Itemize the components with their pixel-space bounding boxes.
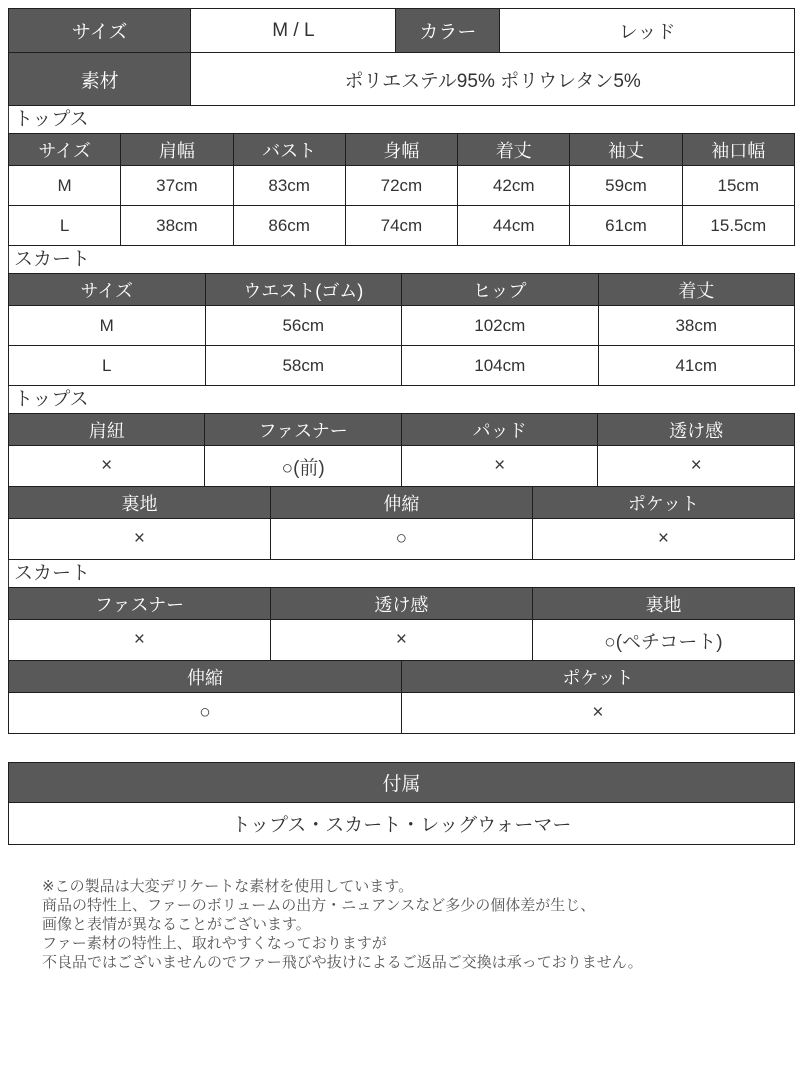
table-header-row — [9, 134, 795, 166]
column-header: 袖口幅 — [682, 134, 794, 166]
feature-value: × — [598, 446, 795, 487]
feature-value: × — [9, 519, 271, 560]
cell: 104cm — [402, 346, 599, 386]
table-header-row — [9, 763, 795, 803]
feature-header: ポケット — [401, 661, 794, 693]
cell: 41cm — [598, 346, 795, 386]
cell: 15cm — [682, 166, 794, 206]
table-row — [9, 166, 795, 206]
table-row — [9, 519, 795, 560]
note-line: 不良品ではございませんのでファー飛びや抜けによるご返品ご交換は承っておりません。 — [42, 954, 643, 971]
feature-value: × — [9, 446, 205, 487]
cell: M — [9, 306, 206, 346]
cell: 58cm — [205, 346, 402, 386]
cell: 83cm — [233, 166, 345, 206]
cell: 86cm — [233, 206, 345, 246]
table-row — [9, 446, 795, 487]
feature-header: 裏地 — [532, 588, 794, 620]
section-label-tops-features: トップス — [8, 386, 795, 413]
table-header-row — [9, 487, 795, 519]
color-value: レッド — [500, 9, 795, 53]
size-header: サイズ — [9, 9, 191, 53]
table-row — [9, 620, 795, 661]
table-row — [9, 306, 795, 346]
table-row — [9, 206, 795, 246]
skirt-size-table — [8, 273, 795, 386]
cell: 61cm — [570, 206, 682, 246]
cell: 56cm — [205, 306, 402, 346]
feature-header: 裏地 — [9, 487, 271, 519]
feature-header: 伸縮 — [270, 487, 532, 519]
skirt-features-table — [8, 587, 795, 734]
feature-value: ○(ペチコート) — [532, 620, 794, 661]
table-header-row — [9, 414, 795, 446]
material-header: 素材 — [9, 53, 191, 106]
note-line: ファー素材の特性上、取れやすくなっておりますが — [42, 935, 387, 952]
feature-value: × — [532, 519, 794, 560]
cell: 15.5cm — [682, 206, 794, 246]
note-line: 画像と表情が異なることがございます。 — [42, 916, 311, 933]
feature-value: ○(前) — [205, 446, 401, 487]
column-header: 着丈 — [598, 274, 795, 306]
column-header: 身幅 — [345, 134, 457, 166]
table-row — [9, 803, 795, 845]
info-table — [8, 8, 795, 106]
section-label-skirt-features: スカート — [8, 560, 795, 587]
size-value: M / L — [191, 9, 396, 53]
note-line: 商品の特性上、ファーのボリュームの出方・ニュアンスなど多少の個体差が生じ、 — [42, 897, 596, 914]
table-header-row — [9, 661, 795, 693]
column-header: ウエスト(ゴム) — [205, 274, 402, 306]
feature-header: 伸縮 — [9, 661, 402, 693]
column-header: バスト — [233, 134, 345, 166]
feature-value: × — [9, 620, 271, 661]
cell: 38cm — [598, 306, 795, 346]
cell: 38cm — [121, 206, 233, 246]
tops-features-table — [8, 413, 795, 560]
cell: 44cm — [458, 206, 570, 246]
cell: L — [9, 346, 206, 386]
feature-header: ポケット — [532, 487, 794, 519]
table-header-row — [9, 588, 795, 620]
cell: 102cm — [402, 306, 599, 346]
cell: M — [9, 166, 121, 206]
table-row — [9, 9, 795, 53]
feature-value: ○ — [9, 693, 402, 734]
tops-size-table — [8, 133, 795, 246]
column-header: 袖丈 — [570, 134, 682, 166]
accessories-value: トップス・スカート・レッグウォーマー — [9, 803, 795, 845]
table-row — [9, 693, 795, 734]
feature-value: ○ — [270, 519, 532, 560]
material-value: ポリエステル95% ポリウレタン5% — [191, 53, 795, 106]
column-header: ヒップ — [402, 274, 599, 306]
table-row — [9, 346, 795, 386]
table-header-row — [9, 274, 795, 306]
column-header: 肩幅 — [121, 134, 233, 166]
feature-value: × — [401, 446, 597, 487]
feature-header: ファスナー — [205, 414, 401, 446]
accessories-header: 付属 — [9, 763, 795, 803]
column-header: 着丈 — [458, 134, 570, 166]
cell: 74cm — [345, 206, 457, 246]
cell: 37cm — [121, 166, 233, 206]
feature-header: ファスナー — [9, 588, 271, 620]
column-header: サイズ — [9, 134, 121, 166]
section-label-tops: トップス — [8, 106, 795, 133]
accessories-table — [8, 762, 795, 845]
table-row — [9, 53, 795, 106]
cell: 42cm — [458, 166, 570, 206]
feature-value: × — [401, 693, 794, 734]
column-header: サイズ — [9, 274, 206, 306]
feature-value: × — [270, 620, 532, 661]
disclaimer-notes — [42, 877, 795, 972]
cell: 59cm — [570, 166, 682, 206]
note-line: ※この製品は大変デリケートな素材を使用しています。 — [42, 878, 414, 895]
color-header: カラー — [396, 9, 500, 53]
feature-header: 肩紐 — [9, 414, 205, 446]
feature-header: 透け感 — [270, 588, 532, 620]
cell: 72cm — [345, 166, 457, 206]
cell: L — [9, 206, 121, 246]
section-label-skirt: スカート — [8, 246, 795, 273]
feature-header: パッド — [401, 414, 597, 446]
feature-header: 透け感 — [598, 414, 795, 446]
